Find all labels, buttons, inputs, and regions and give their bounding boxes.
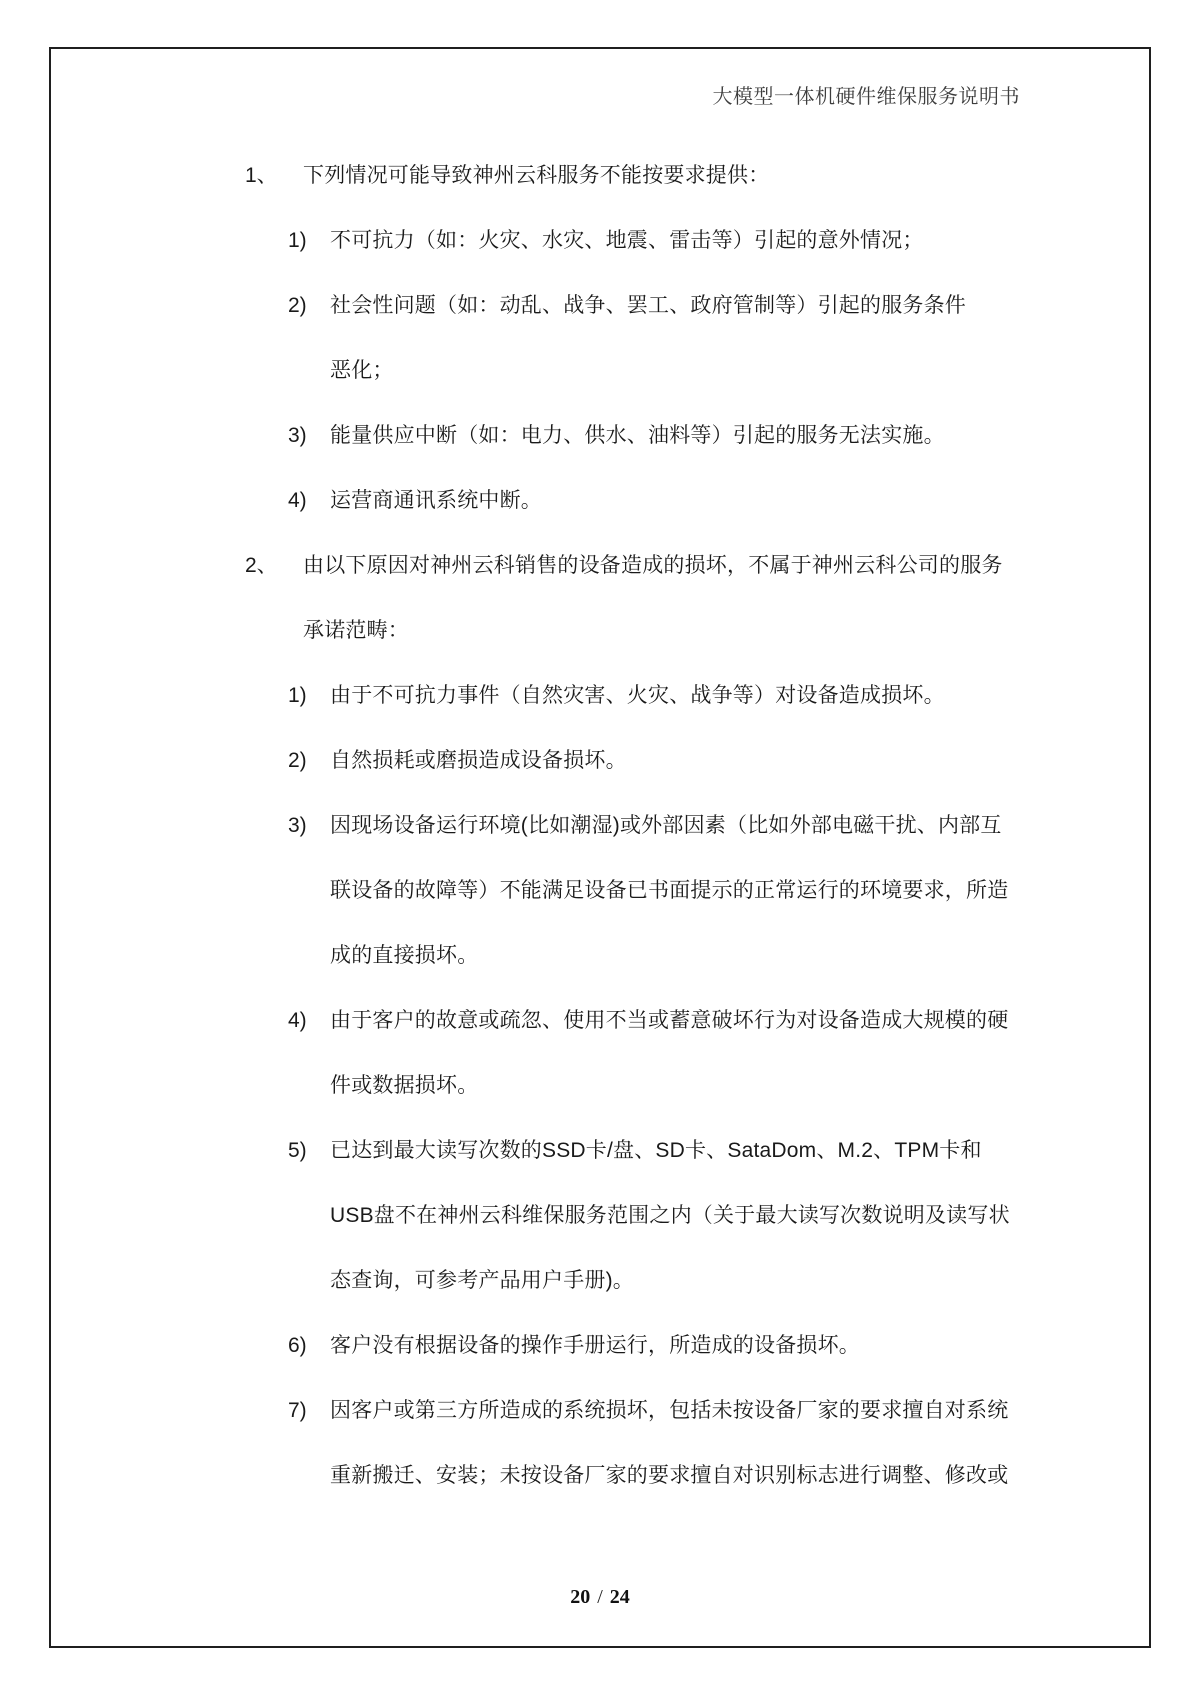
list-item-text (330, 988, 1200, 1118)
page-footer (0, 1582, 1200, 1612)
text-line: 承诺范畴： (303, 619, 409, 642)
text-line: 社会性问题（如：动乱、战争、罢工、政府管制等）引起的服务条件 (330, 294, 966, 317)
list-item-text (330, 793, 1200, 988)
list-item-1-sub-2 (0, 273, 1200, 403)
text-line: 已达到最大读写次数的SSD卡/盘、SD卡、SataDom、M.2、TPM卡和 (330, 1139, 982, 1162)
list-marker: 2) (288, 749, 307, 772)
list-marker: 1) (288, 229, 307, 252)
list-item-2-sub-1 (0, 663, 1200, 728)
list-item-2 (0, 533, 1200, 663)
text-line: 重新搬迁、安装；未按设备厂家的要求擅自对识别标志进行调整、修改或 (330, 1464, 1009, 1487)
list-marker: 1、 (245, 164, 278, 187)
list-marker: 3) (288, 814, 307, 837)
list-item-2-sub-5 (0, 1118, 1200, 1313)
footer-page-total: 24 (609, 1586, 630, 1608)
list-item-text (303, 143, 1200, 208)
list-item-1-sub-1 (0, 208, 1200, 273)
text-line: 由以下原因对神州云科销售的设备造成的损坏，不属于神州云科公司的服务 (303, 554, 1003, 577)
list-item-text (330, 1378, 1200, 1508)
text-line: 下列情况可能导致神州云科服务不能按要求提供： (303, 164, 770, 187)
text-line: 联设备的故障等）不能满足设备已书面提示的正常运行的环境要求，所造 (330, 879, 1009, 902)
text-line: 客户没有根据设备的操作手册运行，所造成的设备损坏。 (330, 1334, 860, 1357)
list-item-1-sub-3 (0, 403, 1200, 468)
document-body (0, 143, 1200, 1508)
text-line: 不可抗力（如：火灾、水灾、地震、雷击等）引起的意外情况； (330, 229, 924, 252)
list-item-2-sub-7 (0, 1378, 1200, 1508)
list-marker: 5) (288, 1139, 307, 1162)
list-item-2-sub-3 (0, 793, 1200, 988)
list-item-text (330, 1118, 1200, 1313)
footer-page-number: 20 (570, 1586, 591, 1608)
list-item-text (330, 273, 1200, 403)
list-item-2-sub-4 (0, 988, 1200, 1118)
footer-separator: / (597, 1586, 603, 1608)
text-line: 件或数据损坏。 (330, 1074, 479, 1097)
list-marker: 1) (288, 684, 307, 707)
text-line: 能量供应中断（如：电力、供水、油料等）引起的服务无法实施。 (330, 424, 945, 447)
list-item-text (330, 468, 1200, 533)
list-marker: 3) (288, 424, 307, 447)
list-item-text (303, 533, 1200, 663)
text-line: 由于客户的故意或疏忽、使用不当或蓄意破坏行为对设备造成大规模的硬 (330, 1009, 1009, 1032)
list-item-1-sub-4 (0, 468, 1200, 533)
text-line: 成的直接损坏。 (330, 944, 479, 967)
list-marker: 7) (288, 1399, 307, 1422)
text-line: 自然损耗或磨损造成设备损坏。 (330, 749, 627, 772)
text-line: 运营商通讯系统中断。 (330, 489, 542, 512)
page-header (0, 84, 1020, 110)
header-title: 大模型一体机硬件维保服务说明书 (712, 86, 1020, 108)
list-marker: 2、 (245, 554, 278, 577)
list-item-2-sub-6 (0, 1313, 1200, 1378)
text-line: 因现场设备运行环境(比如潮湿)或外部因素（比如外部电磁干扰、内部互 (330, 814, 1002, 837)
list-item-text (330, 1313, 1200, 1378)
list-marker: 2) (288, 294, 307, 317)
text-line: 因客户或第三方所造成的系统损坏，包括未按设备厂家的要求擅自对系统 (330, 1399, 1009, 1422)
list-item-text (330, 208, 1200, 273)
list-marker: 4) (288, 489, 307, 512)
list-item-text (330, 728, 1200, 793)
text-line: USB盘不在神州云科维保服务范围之内（关于最大读写次数说明及读写状 (330, 1204, 1010, 1227)
text-line: 恶化； (330, 359, 394, 382)
text-line: 由于不可抗力事件（自然灾害、火灾、战争等）对设备造成损坏。 (330, 684, 945, 707)
list-marker: 6) (288, 1334, 307, 1357)
list-item-text (330, 663, 1200, 728)
list-marker: 4) (288, 1009, 307, 1032)
list-item-1 (0, 143, 1200, 208)
text-line: 态查询，可参考产品用户手册)。 (330, 1269, 634, 1292)
list-item-text (330, 403, 1200, 468)
list-item-2-sub-2 (0, 728, 1200, 793)
